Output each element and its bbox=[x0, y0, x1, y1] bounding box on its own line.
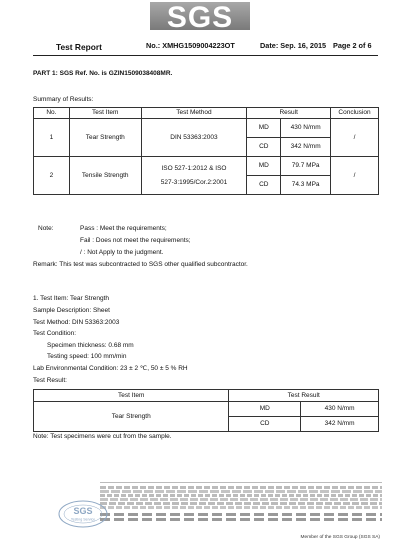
col-header-test-method: Test Method bbox=[141, 108, 247, 119]
note-pass: Pass : Meet the requirements; bbox=[80, 225, 167, 232]
col-header-test-result: Test Result bbox=[229, 390, 379, 402]
remark: Remark: This test was subcontracted to SGS other qualified subcontractor. bbox=[33, 261, 248, 268]
tear-item: Tear Strength bbox=[34, 402, 229, 432]
row-test-item: Tensile Strength bbox=[69, 157, 141, 195]
result-value: 79.7 MPa bbox=[281, 157, 331, 176]
result-direction: MD bbox=[247, 119, 281, 138]
result-value: 342 N/mm bbox=[281, 138, 331, 157]
summary-table bbox=[33, 107, 379, 195]
tear-result-table bbox=[33, 389, 379, 432]
result-direction: MD bbox=[229, 402, 301, 417]
table-row bbox=[34, 157, 379, 176]
detail-thickness: Specimen thickness: 0.68 mm bbox=[47, 342, 134, 349]
report-title: Test Report bbox=[56, 42, 102, 52]
row-test-item: Tear Strength bbox=[69, 119, 141, 157]
part-title: PART 1: SGS Ref. No. is GZIN1509038408MR. bbox=[33, 70, 173, 77]
row-no: 2 bbox=[34, 157, 70, 195]
row-conclusion: / bbox=[331, 157, 379, 195]
result-value: 430 N/mm bbox=[301, 402, 379, 417]
result-direction: CD bbox=[247, 138, 281, 157]
summary-header-row bbox=[34, 108, 379, 119]
result-value: 342 N/mm bbox=[301, 417, 379, 432]
row-no: 1 bbox=[34, 119, 70, 157]
header-rule bbox=[33, 55, 378, 56]
col-header-test-item: Test Item bbox=[34, 390, 229, 402]
detail-note: Note: Test specimens were cut from the sample. bbox=[33, 433, 172, 440]
method-line: DIN 53363:2003 bbox=[170, 133, 218, 141]
row-test-method bbox=[141, 157, 247, 195]
page-indicator: Page 2 of 6 bbox=[333, 41, 372, 50]
detail-sample: Sample Description: Sheet bbox=[33, 307, 110, 314]
svg-text:SGS: SGS bbox=[166, 2, 234, 30]
sgs-logo bbox=[150, 2, 250, 30]
report-date: Date: Sep. 16, 2015 bbox=[260, 41, 327, 50]
result-value: 430 N/mm bbox=[281, 119, 331, 138]
result-direction: CD bbox=[229, 417, 301, 432]
tear-header-row bbox=[34, 390, 379, 402]
col-header-result: Result bbox=[247, 108, 331, 119]
detail-method: Test Method: DIN 53363:2003 bbox=[33, 319, 120, 326]
stamp-text-top: SGS bbox=[73, 506, 93, 516]
note-fail: Fail : Does not meet the requirements; bbox=[80, 237, 191, 244]
note-label: Note: bbox=[38, 225, 54, 232]
row-conclusion: / bbox=[331, 119, 379, 157]
result-value: 74.3 MPa bbox=[281, 176, 331, 195]
detail-result-heading: Test Result: bbox=[33, 377, 67, 384]
result-direction: MD bbox=[247, 157, 281, 176]
report-number: No.: XMHG1509004223OT bbox=[146, 41, 235, 50]
col-header-test-item: Test Item bbox=[69, 108, 141, 119]
col-header-no: No. bbox=[34, 108, 70, 119]
testing-service-stamp bbox=[57, 499, 109, 529]
detail-test-item: 1. Test Item: Tear Strength bbox=[33, 295, 109, 302]
detail-environment: Lab Environmental Condition: 23 ± 2 ℃, 50 ± 5 % RH bbox=[33, 365, 188, 372]
method-line: 527-3:1995/Cor.2:2001 bbox=[160, 178, 228, 186]
member-of-sgs: Member of the SGS Group (SGS SA) bbox=[300, 535, 380, 540]
note-na: / : Not Apply to the judgment. bbox=[80, 249, 164, 256]
col-header-conclusion: Conclusion bbox=[331, 108, 379, 119]
detail-condition: Test Condition: bbox=[33, 330, 76, 337]
table-row bbox=[34, 119, 379, 138]
method-line: ISO 527-1:2012 & ISO bbox=[161, 164, 227, 172]
table-row bbox=[34, 402, 379, 417]
summary-heading: Summary of Results: bbox=[33, 96, 94, 103]
result-direction: CD bbox=[247, 176, 281, 195]
row-test-method bbox=[141, 119, 247, 157]
detail-speed: Testing speed: 100 mm/min bbox=[47, 353, 127, 360]
stamp-text-bottom: Testing Service bbox=[70, 517, 96, 522]
